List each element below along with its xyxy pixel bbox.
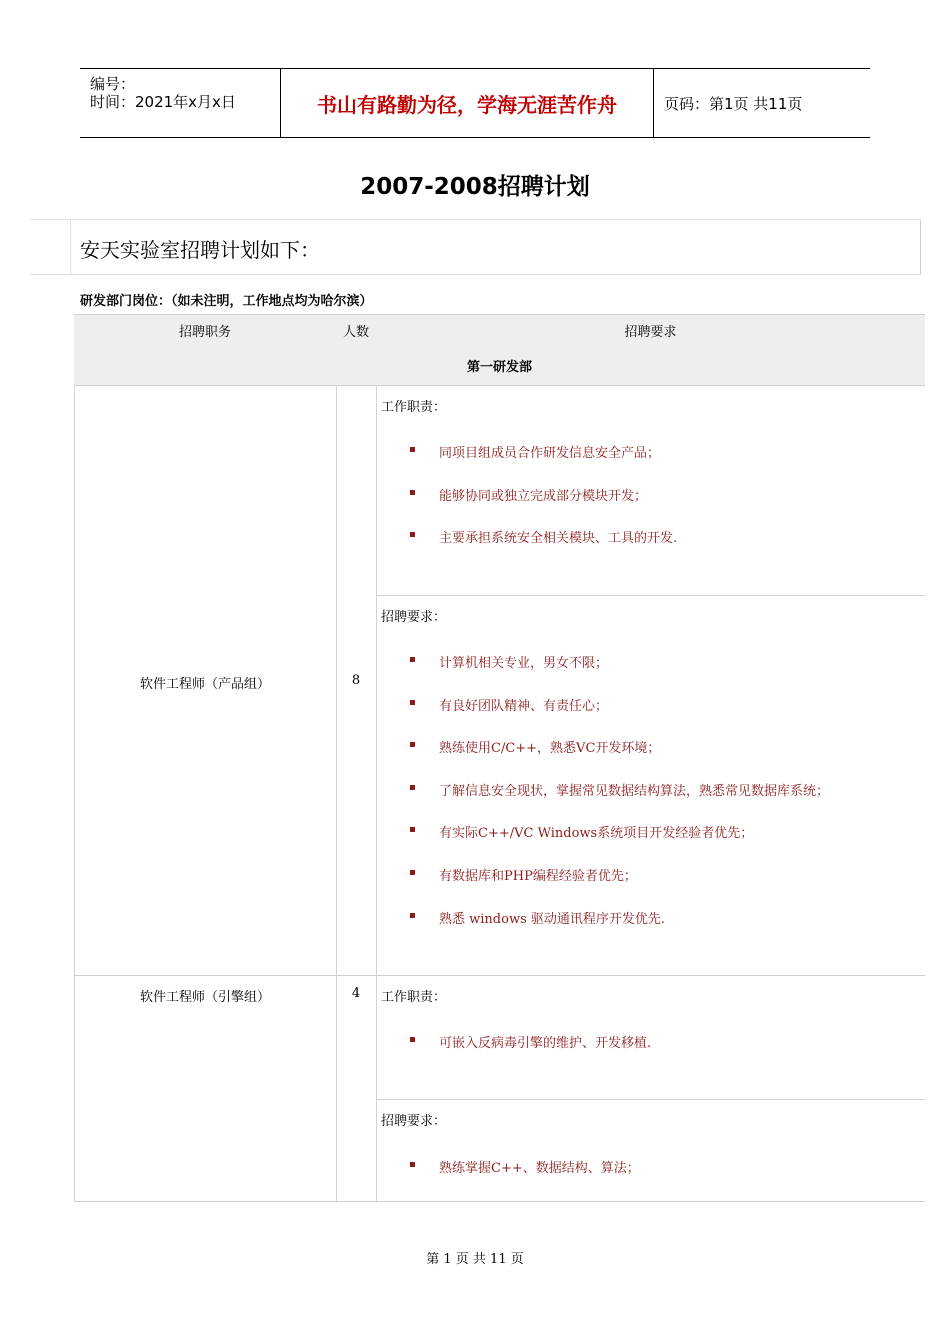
header-meta-cell — [80, 69, 281, 137]
job1-duties-label: 工作职责： — [381, 400, 447, 415]
table-border-left — [74, 386, 75, 1201]
bullet-square-icon — [410, 447, 415, 452]
document-title: 2007-2008招聘计划 — [360, 174, 590, 200]
section-note: 研发部门岗位：（如未注明，工作地点均为哈尔滨） — [80, 294, 373, 309]
job1-section-divider — [376, 595, 925, 596]
job2-title: 软件工程师（引擎组） — [139, 990, 270, 1005]
subtitle-divider — [70, 220, 71, 274]
bullet-square-icon — [410, 785, 415, 790]
header-requirements: 招聘要求 — [624, 325, 677, 340]
job1-req-label: 招聘要求： — [381, 610, 447, 625]
job2-duties-label: 工作职责： — [381, 990, 447, 1005]
bullet-square-icon — [410, 827, 415, 832]
subtitle-box — [30, 219, 921, 275]
header-slogan-cell — [281, 69, 654, 137]
bullet-square-icon — [410, 532, 415, 537]
bullet-square-icon — [410, 700, 415, 705]
slogan: 书山有路勤为径，学海无涯苦作舟 — [317, 92, 617, 117]
job1-title: 软件工程师（产品组） — [139, 677, 270, 692]
number-label: 编号： — [90, 75, 136, 93]
department-row: 第一研发部 — [74, 351, 925, 386]
bullet-square-icon — [410, 490, 415, 495]
bullet-square-icon — [410, 913, 415, 918]
subtitle: 安天实验室招聘计划如下： — [80, 238, 320, 262]
bullet-square-icon — [410, 870, 415, 875]
time-label: 时间：2021年x月x日 — [90, 93, 236, 111]
job1-count: 8 — [351, 673, 361, 688]
bullet-square-icon — [410, 1162, 415, 1167]
job2-section-divider — [376, 1099, 925, 1100]
table-border-bottom — [74, 1201, 925, 1202]
bullet-square-icon — [410, 742, 415, 747]
job-row-divider — [74, 975, 925, 976]
table-divider-1 — [336, 386, 337, 1201]
page-header — [80, 68, 870, 138]
page-footer: 第 1 页 共 11 页 — [426, 1252, 524, 1267]
header-page-cell — [654, 69, 870, 137]
bullet-square-icon — [410, 657, 415, 662]
page-info: 页码：第1页 共11页 — [664, 94, 803, 113]
table-divider-2 — [376, 386, 377, 1201]
table-header-row — [74, 314, 925, 352]
job2-req-label: 招聘要求： — [381, 1114, 447, 1129]
header-count: 人数 — [342, 325, 369, 340]
job2-count: 4 — [351, 986, 361, 1001]
header-position: 招聘职务 — [178, 325, 231, 340]
bullet-square-icon — [410, 1037, 415, 1042]
